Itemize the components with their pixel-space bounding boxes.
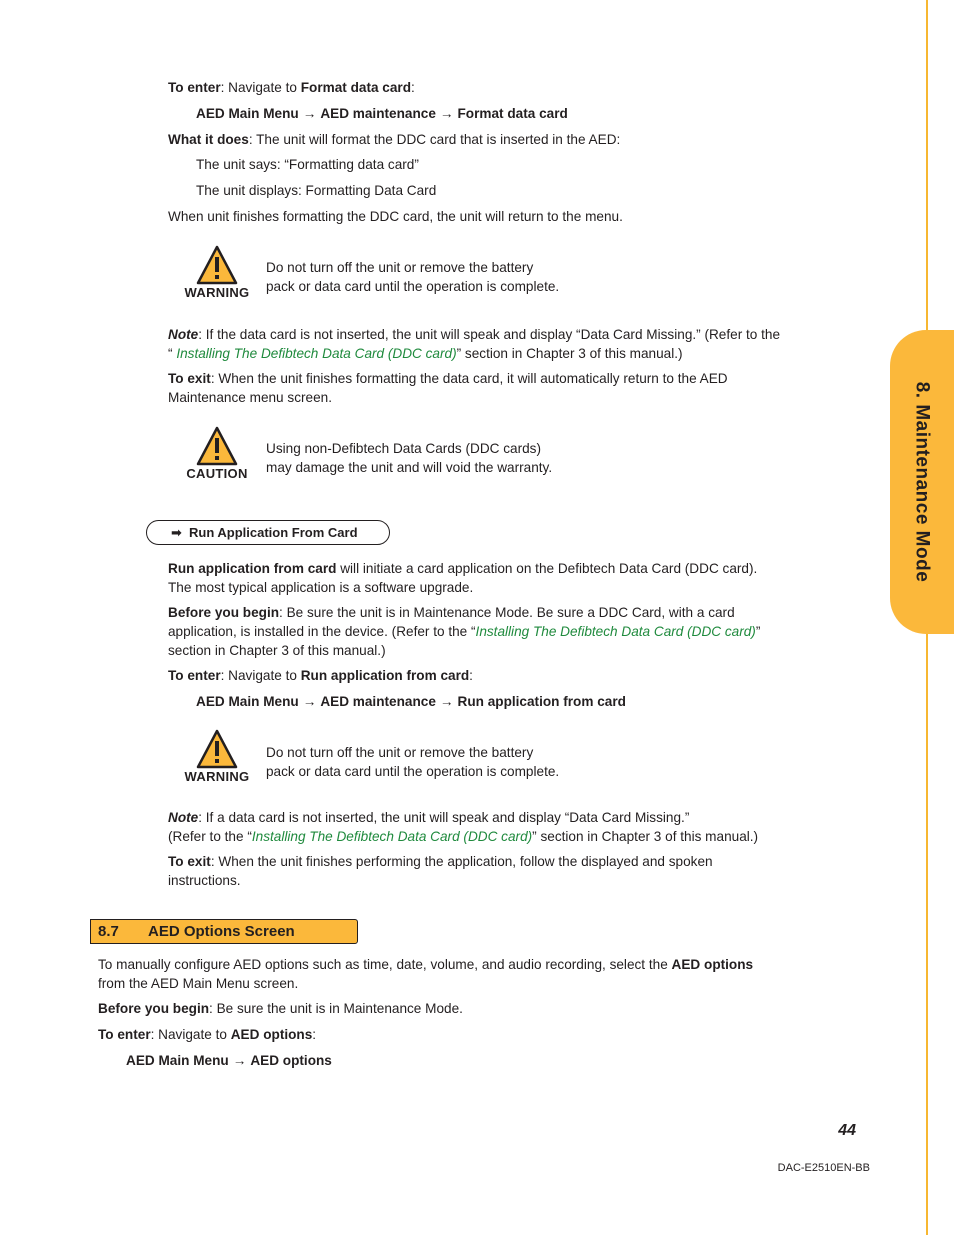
run-menu-path (196, 692, 626, 711)
format-enter-line (168, 78, 808, 97)
run-enter-target: Run application from card (300, 668, 470, 683)
warning-triangle-icon (196, 426, 238, 466)
format-what-line (168, 130, 808, 149)
note-close: ” section in Chapter 3 of this manual.) (532, 829, 759, 844)
options-enter-end: : (312, 1027, 317, 1042)
note-label: Note (168, 327, 199, 342)
menu-step: Format data card (457, 106, 568, 121)
before-text: application, is installed in the device. (Refer to the “ (168, 624, 476, 639)
warning-notice-1 (178, 245, 256, 302)
options-intro-bold: AED options (671, 957, 754, 972)
warning-text-1 (266, 258, 596, 296)
options-enter-target: AED options (230, 1027, 313, 1042)
chapter-tab (890, 330, 954, 634)
format-enter-end: : (411, 80, 415, 95)
options-intro-text: To manually configure AED options such as time, date, volume, and audio recording, select the (98, 957, 672, 972)
run-enter-text: : Navigate to (220, 668, 301, 683)
warning-line: Do not turn off the unit or remove the battery (266, 745, 534, 760)
run-intro-label: Run application from card (168, 561, 337, 576)
format-menu-path (196, 104, 568, 123)
arrow-right-icon: → (439, 694, 454, 709)
ddc-card-link[interactable]: Installing The Defibtech Data Card (DDC card) (176, 346, 457, 361)
format-note (168, 325, 808, 363)
warning-text-2 (266, 743, 596, 781)
arrow-right-icon: → (232, 1053, 247, 1068)
options-before (98, 999, 798, 1018)
options-enter-label: To enter (98, 1027, 151, 1042)
warning-line: Do not turn off the unit or remove the battery (266, 260, 534, 275)
run-intro (168, 559, 808, 597)
options-menu-path (126, 1051, 332, 1070)
before-label: Before you begin (168, 605, 280, 620)
format-enter-text: : Navigate to (220, 80, 301, 95)
options-enter-text: : Navigate to (150, 1027, 231, 1042)
note-text: (Refer to the “ (168, 829, 252, 844)
run-application-pill (146, 520, 390, 545)
format-exit (168, 369, 808, 407)
caution-word: CAUTION (186, 466, 248, 481)
menu-step: AED Main Menu (196, 694, 299, 709)
exit-text: instructions. (168, 873, 241, 888)
section-title: AED Options Screen (148, 923, 295, 940)
ddc-card-link[interactable]: Installing The Defibtech Data Card (DDC card) (251, 829, 533, 844)
run-note (168, 808, 808, 846)
run-intro-text: The most typical application is a software upgrade. (168, 580, 474, 595)
format-finish: When unit finishes formatting the DDC card, the unit will return to the menu. (168, 209, 623, 224)
options-enter-line (98, 1025, 798, 1044)
before-text: : Be sure the unit is in Maintenance Mode. Be sure a DDC Card, with a card (279, 605, 735, 620)
chapter-tab-label: 8. Maintenance Mode (911, 381, 933, 583)
warning-triangle-icon (196, 729, 238, 769)
caution-line: Using non-Defibtech Data Cards (DDC cards) (266, 441, 541, 456)
note-text: : If a data card is not inserted, the unit will speak and display “Data Card Missing.” (198, 810, 690, 825)
format-enter-target: Format data card (300, 80, 412, 95)
run-enter-label: To enter (168, 668, 221, 683)
pill-label: Run Application From Card (189, 525, 358, 540)
format-what-label: What it does (168, 132, 249, 147)
run-before (168, 603, 808, 660)
before-close: ” (755, 624, 761, 639)
note-open: “ (168, 346, 177, 361)
warning-line: pack or data card until the operation is complete. (266, 764, 560, 779)
hand-arrow-icon: ➡ (171, 525, 182, 540)
format-enter-label: To enter (168, 80, 221, 95)
before-text: : Be sure the unit is in Maintenance Mode. (209, 1001, 463, 1016)
format-what-text: : The unit will format the DDC card that is inserted in the AED: (248, 132, 621, 147)
before-text: section in Chapter 3 of this manual.) (168, 643, 386, 658)
caution-text (266, 439, 596, 477)
options-intro (98, 955, 798, 993)
format-displays: The unit displays: Formatting Data Card (196, 183, 437, 198)
section-number: 8.7 (98, 923, 119, 940)
menu-step: AED maintenance (320, 694, 436, 709)
note-text: : If the data card is not inserted, the unit will speak and display “Data Card Missing.” (Refer to the (198, 327, 781, 342)
warning-line: pack or data card until the operation is complete. (266, 279, 560, 294)
run-enter-end: : (469, 668, 473, 683)
caution-line: may damage the unit and will void the warranty. (266, 460, 553, 475)
caution-notice (178, 426, 256, 483)
menu-step: AED Main Menu (196, 106, 299, 121)
options-intro-text: from the AED Main Menu screen. (98, 976, 299, 991)
warning-word: WARNING (184, 769, 250, 784)
exit-text: : When the unit finishes performing the application, follow the displayed and spoken (210, 854, 713, 869)
menu-step: AED Main Menu (126, 1053, 229, 1068)
run-intro-text: will initiate a card application on the Defibtech Data Card (DDC card). (336, 561, 758, 576)
run-enter-line (168, 666, 808, 685)
menu-step: AED options (250, 1053, 332, 1068)
ddc-card-link[interactable]: Installing The Defibtech Data Card (DDC card) (475, 624, 756, 639)
exit-label: To exit (168, 371, 211, 386)
note-close: ” section in Chapter 3 of this manual.) (456, 346, 683, 361)
warning-triangle-icon (196, 245, 238, 285)
format-says: The unit says: “Formatting data card” (196, 157, 419, 172)
note-label: Note (168, 810, 199, 825)
run-exit (168, 852, 808, 890)
exit-label: To exit (168, 854, 211, 869)
arrow-right-icon: → (439, 106, 454, 121)
arrow-right-icon: → (302, 106, 317, 121)
menu-step: AED maintenance (320, 106, 436, 121)
warning-notice-2 (178, 729, 256, 786)
page-number: 44 (838, 1122, 856, 1139)
document-code: DAC-E2510EN-BB (777, 1162, 870, 1174)
menu-step: Run application from card (457, 694, 626, 709)
exit-text: : When the unit finishes formatting the data card, it will automatically return to the AED (210, 371, 728, 386)
exit-text: Maintenance menu screen. (168, 390, 332, 405)
arrow-right-icon: → (302, 694, 317, 709)
section-header (90, 919, 358, 944)
before-label: Before you begin (98, 1001, 210, 1016)
warning-word: WARNING (184, 285, 250, 300)
